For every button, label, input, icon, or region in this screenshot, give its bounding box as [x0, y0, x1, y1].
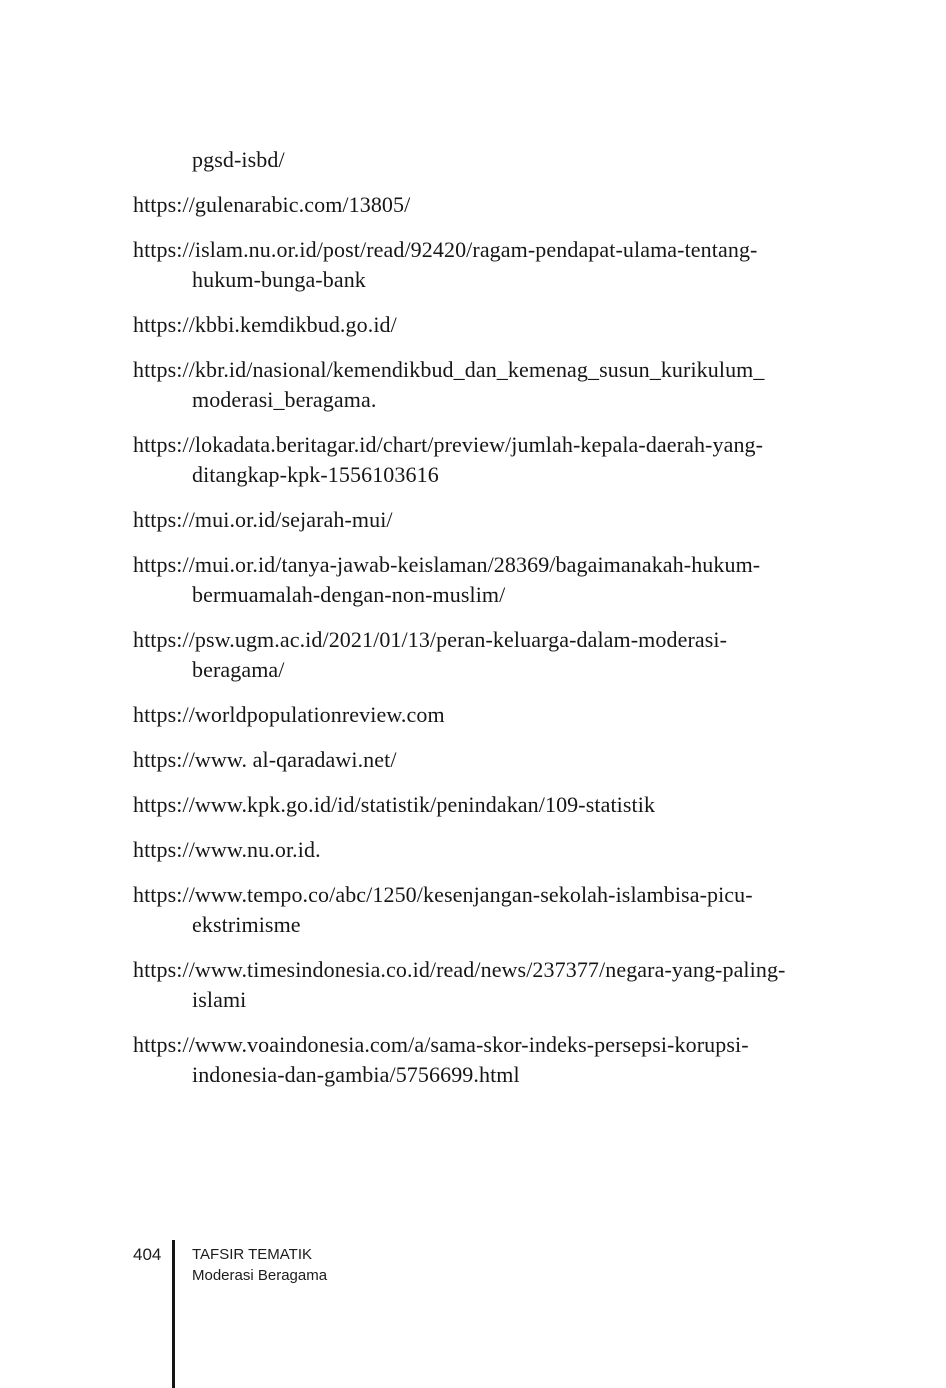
reference-line: https://islam.nu.or.id/post/read/92420/ragam-pendapat-ulama-tentang- [133, 237, 758, 262]
reference-line: moderasi_beragama. [192, 387, 377, 412]
reference-line: https://kbbi.kemdikbud.go.id/ [133, 312, 397, 337]
reference-list [133, 145, 833, 1105]
running-footer [192, 1244, 327, 1286]
reference-entry [133, 355, 833, 415]
reference-line: https://kbr.id/nasional/kemendikbud_dan_kemenag_susun_kurikulum_ [133, 357, 765, 382]
reference-line: indonesia-dan-gambia/5756699.html [192, 1062, 520, 1087]
reference-entry [133, 745, 833, 775]
reference-line: https://www.timesindonesia.co.id/read/news/237377/negara-yang-paling- [133, 957, 786, 982]
footer-divider [172, 1240, 175, 1388]
reference-entry [133, 190, 833, 220]
reference-line: https://www. al-qaradawi.net/ [133, 747, 397, 772]
reference-entry [133, 835, 833, 865]
reference-line: islami [192, 987, 247, 1012]
reference-entry [133, 430, 833, 490]
reference-line: https://mui.or.id/tanya-jawab-keislaman/28369/bagaimanakah-hukum- [133, 552, 761, 577]
reference-line: https://mui.or.id/sejarah-mui/ [133, 507, 393, 532]
reference-entry [133, 145, 833, 175]
reference-line: https://www.nu.or.id. [133, 837, 321, 862]
reference-entry [133, 1030, 833, 1090]
reference-line: ditangkap-kpk-1556103616 [192, 462, 439, 487]
reference-line: https://lokadata.beritagar.id/chart/preview/jumlah-kepala-daerah-yang- [133, 432, 764, 457]
reference-line: https://psw.ugm.ac.id/2021/01/13/peran-keluarga-dalam-moderasi- [133, 627, 728, 652]
page-number: 404 [133, 1245, 162, 1264]
reference-entry [133, 625, 833, 685]
reference-entry [133, 880, 833, 940]
reference-line: bermuamalah-dengan-non-muslim/ [192, 582, 506, 607]
book-subtitle: Moderasi Beragama [192, 1267, 328, 1284]
reference-entry [133, 550, 833, 610]
reference-line: https://www.voaindonesia.com/a/sama-skor-indeks-persepsi-korupsi- [133, 1032, 749, 1057]
reference-entry [133, 790, 833, 820]
reference-line: hukum-bunga-bank [192, 267, 366, 292]
reference-entry [133, 310, 833, 340]
reference-line: beragama/ [192, 657, 285, 682]
reference-entry [133, 505, 833, 535]
reference-entry [133, 235, 833, 295]
reference-line: https://gulenarabic.com/13805/ [133, 192, 411, 217]
reference-line: https://worldpopulationreview.com [133, 702, 445, 727]
reference-line: https://www.kpk.go.id/id/statistik/penindakan/109-statistik [133, 792, 656, 817]
reference-line: https://www.tempo.co/abc/1250/kesenjangan-sekolah-islambisa-picu- [133, 882, 753, 907]
reference-line: ekstrimisme [192, 912, 301, 937]
reference-entry [133, 955, 833, 1015]
reference-entry [133, 700, 833, 730]
reference-line: pgsd-isbd/ [192, 147, 285, 172]
book-title: TAFSIR TEMATIK [192, 1246, 313, 1263]
